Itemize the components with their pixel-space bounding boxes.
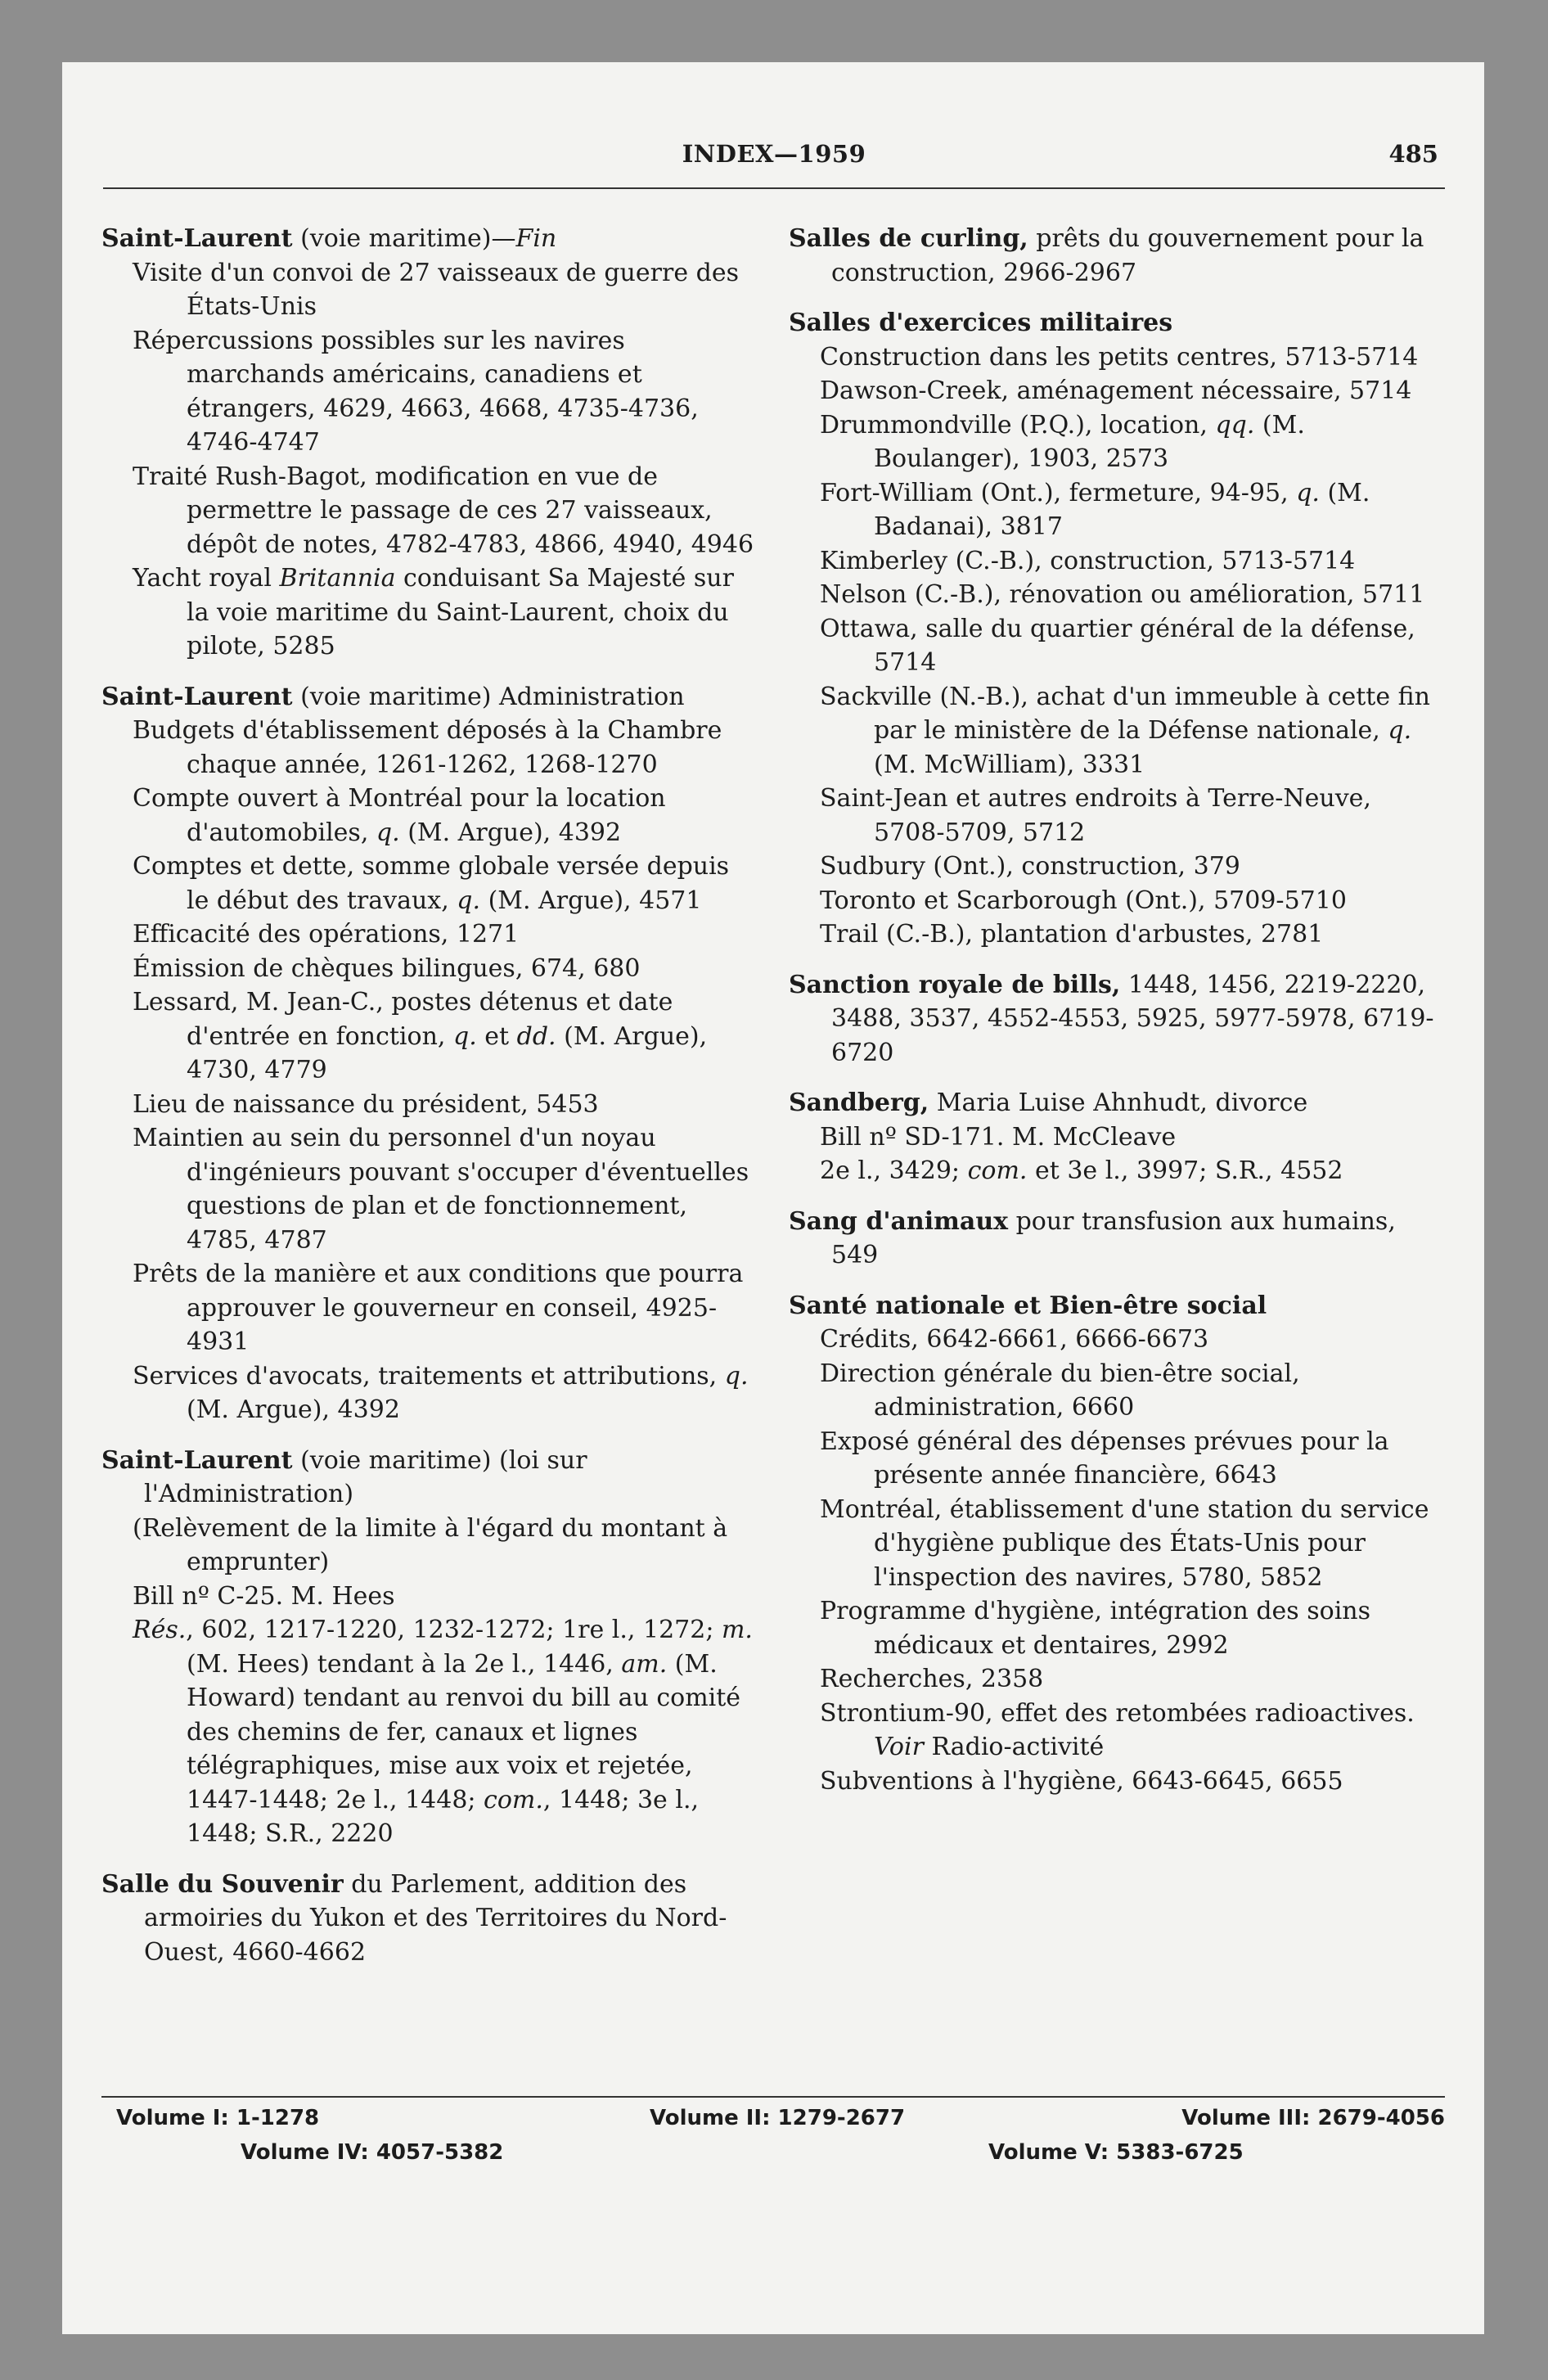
volume-2-range: Volume II: 1279-2677 — [650, 2106, 906, 2130]
entry-heading-text: Maria Luise Ahnhudt, divorce — [929, 1089, 1308, 1117]
subentry-text: Direction générale du bien-être social, administration, 6660 — [820, 1359, 1300, 1422]
entry-headword: Saint-Laurent — [101, 224, 293, 253]
subentry-italic: q. — [1296, 478, 1320, 507]
subentry-text: Visite d'un convoi de 27 vaisseaux de guerre des États-Unis — [133, 258, 739, 321]
subentry — [789, 612, 1443, 680]
subentry-text: Sackville (N.-B.), achat d'un immeuble à cette fin par le ministère de la Défense nationale, — [820, 682, 1430, 745]
subentry-text: conduisant Sa Majesté sur la voie maritime du Saint-Laurent, choix du pilote, 5285 — [187, 564, 734, 660]
subentry — [101, 1257, 756, 1359]
entry-heading — [789, 1289, 1443, 1323]
volume-3-range: Volume III: 2679-4056 — [1181, 2106, 1445, 2130]
subentry-text: Fort-William (Ont.), fermeture, 94-95, — [820, 478, 1297, 507]
subentry-text: 2e l., 3429; — [820, 1156, 968, 1185]
entry-heading-text: du Parlement, addition des armoiries du Yukon et des Territoires du Nord-Ouest, 4660-4662 — [144, 1869, 727, 1967]
left-column — [101, 222, 756, 1986]
subentry — [789, 578, 1443, 612]
right-column — [789, 222, 1443, 1814]
subentry-text: Bill nº C-25. M. Hees — [133, 1581, 395, 1611]
subentry-text: Nelson (C.-B.), rénovation ou amélioration, 5711 — [820, 580, 1425, 609]
index-entry — [101, 1868, 756, 1970]
subentry-text: Bill nº SD-171. M. McCleave — [820, 1122, 1177, 1152]
entry-heading — [101, 1444, 756, 1512]
subentry-text: Maintien au sein du personnel d'un noyau d'ingénieurs pouvant s'occuper d'éventuelles questions de plan et de fonctionnement, 4785, 4787 — [133, 1124, 749, 1255]
entry-heading — [789, 306, 1443, 340]
subentry-text: , 602, 1217-1220, 1232-1272; 1re l., 1272; — [186, 1616, 722, 1644]
subentry-italic: m. — [721, 1616, 753, 1644]
subentry — [789, 1357, 1443, 1425]
subentry — [101, 714, 756, 782]
entry-headword: Santé nationale et Bien-être social — [789, 1291, 1267, 1320]
subentry-text: Efficacité des opérations, 1271 — [133, 920, 520, 949]
subentry — [101, 850, 756, 917]
entry-headword: Sang d'animaux — [789, 1206, 1009, 1236]
subentry — [101, 1512, 756, 1580]
subentry-italic: am. — [621, 1649, 668, 1679]
subentry — [101, 782, 756, 850]
subentry-text: Programme d'hygiène, intégration des soins médicaux et dentaires, 2992 — [820, 1597, 1371, 1660]
subentry-text: Kimberley (C.-B.), construction, 5713-5714 — [820, 546, 1356, 575]
index-entry — [789, 1289, 1443, 1799]
subentry-text: Services d'avocats, traitements et attributions, — [133, 1361, 725, 1391]
index-entry — [789, 1205, 1443, 1273]
subentry-text: et — [476, 1021, 517, 1051]
subentry — [789, 408, 1443, 476]
subentry-text: (M. Argue), 4392 — [187, 1395, 400, 1424]
page-number: 485 — [1388, 140, 1438, 168]
subentry-italic: qq. — [1215, 410, 1255, 439]
page-header — [103, 140, 1445, 189]
subentry — [789, 850, 1443, 884]
subentry-italic: q. — [724, 1361, 749, 1391]
subentry-text: Toronto et Scarborough (Ont.), 5709-5710 — [820, 886, 1347, 915]
subentry-text: Ottawa, salle du quartier général de la défense, 5714 — [820, 614, 1415, 677]
page-title: INDEX—1959 — [682, 140, 866, 168]
subentry-text: et 3e l., 3997; S.R., 4552 — [1027, 1156, 1343, 1185]
subentry-text: Saint-Jean et autres endroits à Terre-Neuve, 5708-5709, 5712 — [820, 784, 1371, 847]
subentry-italic: Voir — [874, 1733, 924, 1761]
subentry — [101, 952, 756, 986]
subentry-text: Subventions à l'hygiène, 6643-6645, 6655 — [820, 1766, 1343, 1796]
subentry-text: (M. Boulanger), 1903, 2573 — [874, 410, 1305, 473]
subentry — [101, 256, 756, 324]
subentry — [101, 917, 756, 952]
subentry-text: (M. Argue), 4392 — [399, 818, 622, 847]
index-entry — [789, 1086, 1443, 1188]
index-entry — [101, 1444, 756, 1851]
entry-heading-text: (voie maritime) (loi sur l'Administration) — [144, 1445, 587, 1508]
subentry — [789, 476, 1443, 544]
subentry-text: Construction dans les petits centres, 5713-5714 — [820, 342, 1419, 372]
subentry-text: (Relèvement de la limite à l'égard du montant à emprunter) — [133, 1513, 728, 1576]
subentry — [101, 985, 756, 1088]
subentry-text: Traité Rush-Bagot, modification en vue de permettre le passage de ces 27 vaisseaux, dépôt de notes, 4782-4783, 4866, 4940, 4946 — [133, 462, 754, 559]
subentry — [789, 544, 1443, 579]
subentry-text: Dawson-Creek, aménagement nécessaire, 5714 — [820, 376, 1412, 405]
entry-headword: Saint-Laurent — [101, 1445, 293, 1475]
subentry-italic: Rés. — [133, 1616, 187, 1644]
subentry — [789, 1323, 1443, 1357]
subentry — [789, 1697, 1443, 1765]
entry-heading-text: 1448, 1456, 2219-2220, 3488, 3537, 4552-4553, 5925, 5977-5978, 6719-6720 — [831, 970, 1434, 1067]
subentry — [789, 884, 1443, 918]
subentry — [789, 917, 1443, 952]
entry-heading-text: (voie maritime)— — [292, 224, 516, 253]
subentry-text: Strontium-90, effet des retombées radioactives. — [820, 1698, 1415, 1728]
subentry — [789, 782, 1443, 850]
subentry-text: Émission de chèques bilingues, 674, 680 — [133, 953, 641, 983]
entry-headword: Salles de curling, — [789, 224, 1028, 253]
subentry-italic: q. — [1388, 716, 1412, 745]
subentry-text: Répercussions possibles sur les navires marchands américains, canadiens et étrangers, 4629, 4663, 4668, 4735-4736, 4746-4747 — [133, 326, 699, 457]
subentry — [101, 1088, 756, 1122]
subentry-text: Recherches, 2358 — [820, 1665, 1044, 1693]
entry-headword: Salles d'exercices militaires — [789, 309, 1173, 337]
subentry-text: (M. Hees) tendant à la 2e l., 1446, — [187, 1649, 622, 1679]
subentry — [789, 1493, 1443, 1595]
index-entry — [789, 968, 1443, 1071]
subentry-text: Drummondville (P.Q.), location, — [820, 410, 1216, 439]
entry-heading — [789, 1205, 1443, 1273]
subentry-italic: com. — [484, 1785, 543, 1814]
subentry — [101, 1359, 756, 1427]
subentry — [789, 680, 1443, 782]
subentry-text: Comptes et dette, somme globale versée depuis le début des travaux, — [133, 852, 730, 915]
subentry-text: Sudbury (Ont.), construction, 379 — [820, 852, 1240, 881]
subentry — [101, 1613, 756, 1851]
volume-footer — [101, 2096, 1445, 2166]
subentry-italic: q. — [376, 818, 400, 847]
entry-heading — [101, 1868, 756, 1970]
entry-heading-italic: Fin — [515, 224, 557, 253]
entry-headword: Salle du Souvenir — [101, 1869, 344, 1899]
subentry-text: Budgets d'établissement déposés à la Chambre chaque année, 1261-1262, 1268-1270 — [133, 716, 722, 779]
subentry — [789, 1765, 1443, 1799]
subentry — [789, 1154, 1443, 1188]
entry-heading — [789, 222, 1443, 290]
subentry-text: Montréal, établissement d'une station du service d'hygiène publique des États-Unis pour l'inspection des navires, 5780, 5852 — [820, 1494, 1429, 1592]
subentry-italic: dd. — [516, 1021, 556, 1051]
subentry — [101, 1121, 756, 1257]
volume-1-range: Volume I: 1-1278 — [116, 2106, 320, 2130]
index-entry — [101, 680, 756, 1427]
subentry-text: (M. Badanai), 3817 — [874, 478, 1370, 541]
entry-headword: Sanction royale de bills, — [789, 970, 1121, 999]
subentry-text: Lessard, M. Jean-C., postes détenus et date d'entrée en fonction, — [133, 988, 673, 1051]
subentry-text: Exposé général des dépenses prévues pour la présente année financière, 6643 — [820, 1427, 1389, 1490]
volume-4-range: Volume IV: 4057-5382 — [241, 2140, 504, 2165]
subentry-text: Yacht royal — [133, 564, 280, 593]
subentry-italic: q. — [457, 886, 481, 915]
subentry-text: Compte ouvert à Montréal pour la location d'automobiles, — [133, 784, 666, 847]
index-page — [62, 62, 1484, 2334]
entry-heading — [101, 680, 756, 714]
subentry-italic: com. — [967, 1156, 1028, 1185]
subentry-text: Trail (C.-B.), plantation d'arbustes, 2781 — [820, 920, 1324, 949]
subentry — [789, 1662, 1443, 1697]
subentry-text: Prêts de la manière et aux conditions que pourra approuver le gouverneur en conseil, 4925-4931 — [133, 1260, 744, 1356]
subentry — [789, 1594, 1443, 1662]
subentry — [789, 1425, 1443, 1493]
entry-heading-text: pour transfusion aux humains, 549 — [831, 1206, 1396, 1269]
subentry-text: Crédits, 6642-6661, 6666-6673 — [820, 1325, 1209, 1354]
entry-headword: Sandberg, — [789, 1089, 929, 1117]
subentry-text: (M. Argue), 4730, 4779 — [187, 1021, 708, 1084]
entry-heading — [789, 1086, 1443, 1120]
index-entry — [789, 306, 1443, 952]
index-entry — [789, 222, 1443, 290]
subentry-italic: q. — [452, 1021, 477, 1051]
subentry — [789, 1120, 1443, 1155]
entry-headword: Saint-Laurent — [101, 682, 293, 711]
subentry-text: (M. Howard) tendant au renvoi du bill au comité des chemins de fer, canaux et lignes télégraphiques, mise aux voix et rejetée, 1447-1448; 2e l., 1448; — [187, 1649, 741, 1814]
subentry — [101, 324, 756, 460]
subentry — [101, 1580, 756, 1614]
entry-heading-text: (voie maritime) Administration — [292, 682, 685, 711]
subentry — [789, 374, 1443, 408]
subentry — [789, 340, 1443, 375]
subentry — [101, 561, 756, 664]
subentry-text: (M. Argue), 4571 — [480, 886, 702, 915]
volume-5-range: Volume V: 5383-6725 — [988, 2140, 1244, 2165]
index-entry — [101, 222, 756, 664]
subentry-text: Radio-activité — [923, 1733, 1105, 1761]
subentry-text: Lieu de naissance du président, 5453 — [133, 1089, 599, 1119]
entry-heading — [101, 222, 756, 256]
subentry-text: , 1448; 3e l., 1448; S.R., 2220 — [187, 1785, 700, 1848]
subentry-italic: Britannia — [279, 564, 396, 593]
subentry-text: (M. McWilliam), 3331 — [874, 750, 1145, 779]
entry-heading — [789, 968, 1443, 1071]
entry-heading-text: prêts du gouvernement pour la construction, 2966-2967 — [831, 224, 1424, 287]
subentry — [101, 460, 756, 562]
